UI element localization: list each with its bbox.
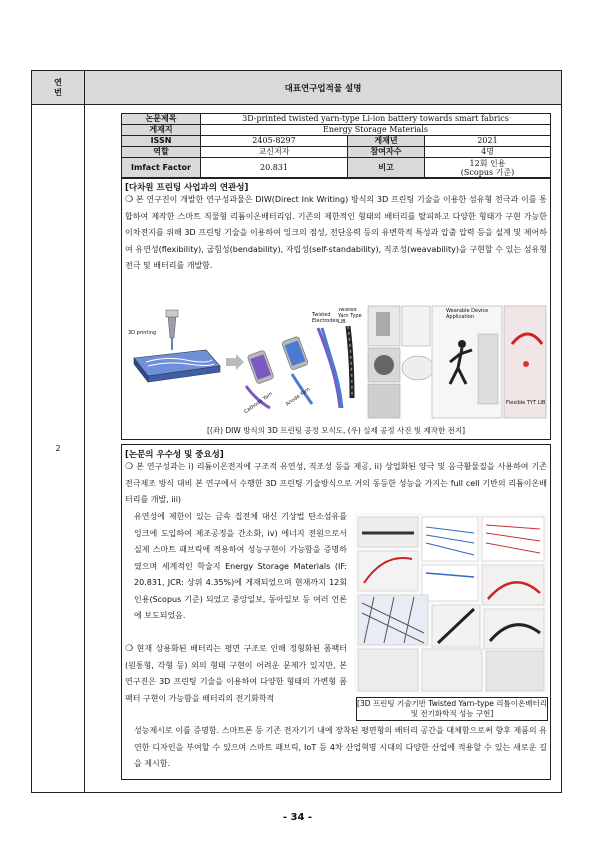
figure-2-caption: [3D 프린팅 기술기반 Twisted Yarn-type 리튬이온배터리 및 전기화학적 성능 구현] xyxy=(356,697,548,721)
note-source: (Scopus 기준) xyxy=(460,168,515,177)
section-relevance-title: [다차원 프린팅 사업과의 연관성] xyxy=(125,183,249,193)
excellence-paragraph-c xyxy=(125,641,347,707)
authors-value: 4명 xyxy=(425,147,551,158)
label-twisted-lib: Twisted Yarn Type LIB xyxy=(338,308,362,325)
role-label: 역할 xyxy=(122,147,201,158)
excellence-paragraph-d: 성능제시로 이를 증명함. 스마트폰 등 기존 전자기기 내에 장착된 평면형의 배터리 공간을 대체함으로써 향후 제품의 유연한 디자인을 부여할 수 있으며 스마트 패브릭, IoT 등 4차 산업혁명 시대의 다양한 산업에 적용할 수 있는 새로운 길을 제시함. xyxy=(134,726,547,768)
bullet-icon: ❍ xyxy=(125,644,134,654)
process-schematic-illustration xyxy=(126,308,363,420)
figure-performance xyxy=(354,513,548,693)
document-table xyxy=(31,70,562,793)
section-excellence-title: [논문의 우수성 및 중요성] xyxy=(125,450,224,460)
bullet-icon: ❍ xyxy=(125,195,134,205)
figure-process-photos xyxy=(366,304,548,422)
title-value: 3D-printed twisted yarn-type Li-ion battery towards smart fabrics xyxy=(201,114,551,125)
relevance-paragraph: 본 연구진이 개발한 연구성과물은 DIW(Direct Ink Writing) 방식의 3D 프린팅 기술을 이용한 섬유형 전극과 이를 통합하여 제작한 스마트 직물형 리튬이온배터리임. 기존의 제한적인 형태의 배터리를 탈피하고 다양한 형태가 구현 가능한 이차전지를 위해 3D 프린팅 기술을 이용하여 잉크의 점성, 전단응력 등의 유변학적 특성과 압출 압력 등을 설계 및 제어하여 유연성(flexibility), 굽힘성(bendability), 자립성(self-standability), 직조성(weavability)을 구현할 수 있는 섬유형 전극 및 배터리를 개발함. xyxy=(125,195,547,270)
authors-label: 참여자수 xyxy=(348,147,425,158)
label-wearable-device: Wearable Device Application xyxy=(446,308,489,320)
label-cathode-yarn: Cathode Yarn xyxy=(243,391,274,415)
label-anode-yarn: Anode Yarn xyxy=(284,386,312,408)
figure-1-caption: [(좌) DIW 방식의 3D 프린팅 공정 모식도, (우) 실제 공정 사진 및 제작한 전지] xyxy=(206,426,465,435)
page-number: - 34 - xyxy=(282,812,313,823)
figure-process-schematic xyxy=(126,308,363,420)
excellence-text-a: 본 연구성과는 i) 리튬이온전지에 구조적 유연성, 직조성 등을 제공, ii) 상업화된 양극 및 음극활물질을 사용하여 기존 전극제조 방식 대비 본 연구에서 수행한 3D 프린팅 기술방식으로 거의 동등한 성능을 가지는 full cell 기반의 리튬이온배터리를 개발, iii) xyxy=(125,462,547,504)
impact-factor-label: Imfact Factor xyxy=(122,158,201,179)
year-value: 2021 xyxy=(425,136,551,147)
entry-content xyxy=(85,105,561,792)
title-label: 논문제목 xyxy=(122,114,201,125)
paper-info-table xyxy=(121,113,551,179)
section-relevance-text xyxy=(125,192,547,275)
journal-label: 게재지 xyxy=(122,125,201,136)
issn-value: 2405-8297 xyxy=(201,136,348,147)
column-label-number: 연 번 xyxy=(32,71,85,104)
journal-value: Energy Storage Materials xyxy=(201,125,551,136)
label-3d-printing: 3D printing xyxy=(128,330,157,336)
label-twisted-electrodes: Twisted Electrodes xyxy=(312,312,339,324)
excellence-paragraph-b: 유연성에 제한이 있는 금속 집전체 대신 기상법 탄소섬유를 잉크에 도입하여 제조공정을 간소화, iv) 에너지 전원으로서 실제 스마트 패브릭에 적용하여 성능구현이 가능함을 증명하였으며 세계적인 학술지 Energy Storage Materials (IF: 20.831, JCR: 상위 4.35%)에 게재되었으며 현재까지 12회 인용(Scopus 기준) 되었고 중앙일보, 동아일보 등 여러 언론에 보도되었음. xyxy=(134,512,347,620)
section-excellence xyxy=(121,444,551,780)
note-value xyxy=(425,158,551,179)
bullet-icon: ❍ xyxy=(125,462,134,472)
table-header-title: 대표연구업적물 설명 xyxy=(284,83,362,94)
impact-factor-value: 20.831 xyxy=(201,158,348,179)
label-flexible-lib: Flexible TYT LIB xyxy=(506,400,546,406)
table-header-row xyxy=(32,71,561,105)
excellence-paragraph-a xyxy=(125,459,547,509)
note-label: 비고 xyxy=(348,158,425,179)
entry-number: 2 xyxy=(32,105,85,792)
performance-illustration xyxy=(354,513,548,693)
issn-label: ISSN xyxy=(122,136,201,147)
section-relevance xyxy=(121,177,551,440)
note-citations: 12회 인용 xyxy=(469,159,506,168)
role-value: 교신저자 xyxy=(201,147,348,158)
excellence-text-c: 현재 상용화된 배터리는 평면 구조로 인해 정형화된 폼팩터(원통형, 각형 등) 외의 형태 구현이 어려운 문제가 있지만, 본 연구진은 3D 프린팅 기술을 이용하여 다양한 형태의 가변형 폼팩터 구현이 가능함을 배터리의 전기화학적 xyxy=(125,644,347,703)
year-label: 게재년 xyxy=(348,136,425,147)
